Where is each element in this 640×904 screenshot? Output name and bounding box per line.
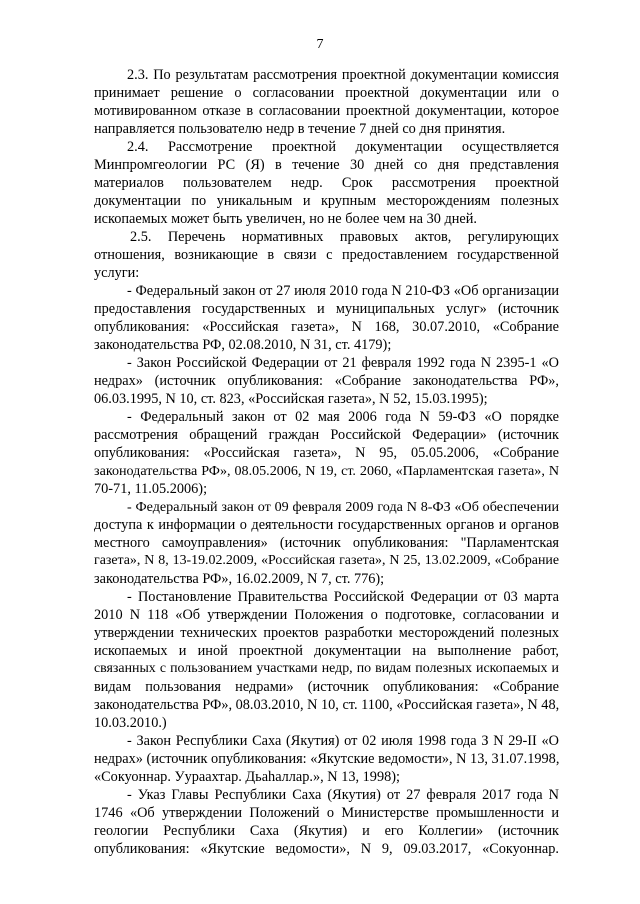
list-item-line: - Федеральный закон от 09 февраля 2009 года N 8-ФЗ «Об обеспечении (127, 499, 559, 515)
list-item-line: недрах» (источник опубликования: «Якутские ведомости», N 13, 31.07.1998, (94, 751, 560, 767)
list-item-line: местного самоуправления» (источник опубликования: "Парламентская (94, 535, 559, 551)
list-item-line: законодательства РФ», 16.02.2009, N 7, ст. 776); (94, 571, 385, 587)
page-number: 7 (316, 37, 324, 52)
list-item-line: опубликования: «Российская газета», N 168, 30.07.2010, «Собрание (94, 319, 559, 335)
list-item-line: - Закон Республики Саха (Якутия) от 02 июля 1998 года З N 29-II «О (127, 733, 559, 749)
list-item-line: 10.03.2010.) (94, 715, 167, 731)
list-item-line: предоставления государственных и муниципальных услуг» (источник (94, 301, 559, 317)
list-item-line: газета», N 8, 13-19.02.2009, «Российская газета», N 25, 13.02.2009, «Собрание (94, 553, 559, 568)
list-item-line: 2010 N 118 «Об утверждении Положения о подготовке, согласовании и (94, 607, 559, 623)
paragraph-2-4-line: 2.4. Рассмотрение проектной документации осуществляется (127, 139, 559, 155)
list-item-line: утверждении технических проектов разработки месторождений полезных (94, 625, 559, 641)
list-item-line: опубликования: «Российская газета», N 95, 05.05.2006, «Собрание (94, 445, 559, 461)
paragraph-2-4-line: Минпромгеологии РС (Я) в течение 30 дней со дня представления (94, 157, 559, 173)
list-item-line: 06.03.1995, N 10, ст. 823, «Российская газета», N 52, 15.03.1995); (94, 391, 488, 407)
paragraph-2-5-line: услуги: (94, 265, 140, 281)
list-item-line: рассмотрения обращений граждан Российской Федерации» (источник (94, 427, 559, 443)
list-item-line: - Федеральный закон от 02 мая 2006 года N 59-ФЗ «О порядке (127, 409, 559, 425)
paragraph-2-4-line: ископаемых может быть увеличен, но не более чем на 30 дней. (94, 211, 477, 227)
list-item-line: - Федеральный закон от 27 июля 2010 года N 210-ФЗ «Об организации (127, 283, 559, 299)
paragraph-2-4-line: материалов пользователем недр. Срок рассмотрения проектной (94, 175, 559, 191)
paragraph-2-5-line: 2.5. Перечень нормативных правовых актов, регулирующих (130, 229, 559, 245)
list-item-line: доступа к информации о деятельности государственных органов и органов (94, 517, 559, 533)
list-item-line: связанных с пользованием участками недр, по видам полезных ископаемых и (94, 661, 559, 676)
list-item-line: - Постановление Правительства Российской Федерации от 03 марта (127, 589, 559, 605)
paragraph-2-3-line: 2.3. По результатам рассмотрения проектной документации комиссия (127, 67, 559, 83)
list-item-line: 70-71, 11.05.2006); (94, 481, 208, 497)
list-item-line: законодательства РФ», 08.03.2010, N 10, ст. 1100, «Российская газета», N 48, (94, 697, 560, 713)
paragraph-2-4-line: документации по уникальным и крупным месторождениям полезных (94, 193, 559, 209)
list-item-line: законодательства РФ, 02.08.2010, N 31, ст. 4179); (94, 337, 392, 353)
list-item-line: законодательства РФ», 08.05.2006, N 19, ст. 2060, «Парламентская газета», N (94, 463, 559, 479)
list-item-line: недрах» (источник опубликования: «Собрание законодательства РФ», (94, 373, 559, 389)
list-item-line: видам пользования недрами» (источник опубликования: «Собрание (94, 679, 559, 695)
paragraph-2-3-line: мотивированном отказе в согласовании проектной документации, которое (94, 103, 559, 119)
list-item-line: ископаемых и иной проектной документации на выполнение работ, (94, 643, 559, 659)
list-item-line: геологии Республики Саха (Якутия) и его Коллегии» (источник (94, 823, 559, 839)
list-item-line: - Закон Российской Федерации от 21 февраля 1992 года N 2395-1 «О (127, 355, 559, 371)
list-item-line: - Указ Главы Республики Саха (Якутия) от 27 февраля 2017 года N (127, 787, 559, 803)
list-item-line: «Сокуоннар. Уураахтар. Дьаһаллар.», N 13, 1998); (94, 769, 400, 785)
paragraph-2-5-line: отношения, возникающие в связи с предоставлением государственной (94, 247, 559, 263)
paragraph-2-3-line: принимает решение о согласовании проектной документации или о (94, 85, 559, 101)
list-item-line: опубликования: «Якутские ведомости», N 9, 09.03.2017, «Сокуоннар. (94, 841, 559, 857)
list-item-line: 1746 «Об утверждении Положений о Министерстве промышленности и (94, 805, 559, 821)
paragraph-2-3-line: направляется пользователю недр в течение 7 дней со дня принятия. (94, 121, 506, 137)
